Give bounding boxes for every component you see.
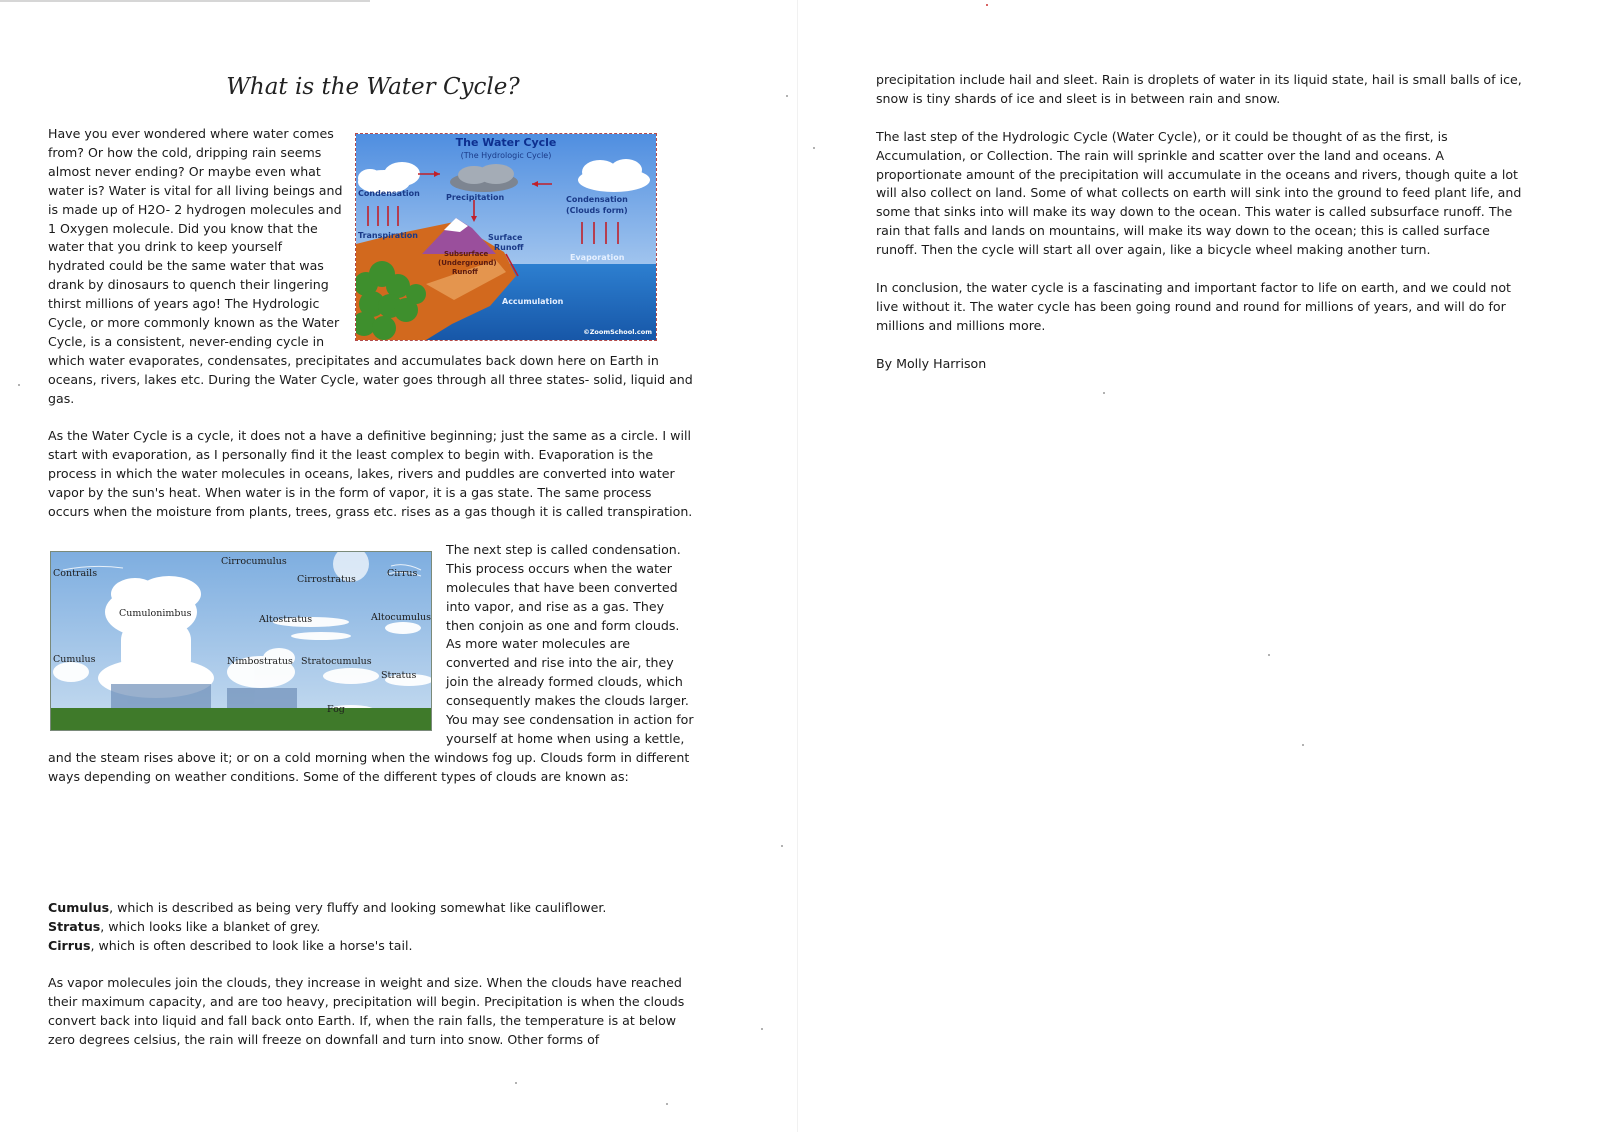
label-stratus: Stratus [381, 669, 417, 681]
label-transpiration: Transpiration [358, 231, 418, 240]
label-stratocumulus: Stratocumulus [301, 655, 372, 667]
precipitation-paragraph: As vapor molecules join the clouds, they increase in weight and size. When the clouds have reached their maximum capacity, and are too heavy, precipitation will begin. Precipitation is when the clouds convert back into liquid and fall back onto Earth. If, when the rain falls, the temperature is at below zero degrees celsius, the rain will freeze on downfall and turn into snow. Other forms of [48, 975, 685, 1048]
left-column [48, 125, 694, 1069]
scan-speck [786, 95, 788, 97]
cloud-type-name: Stratus [48, 918, 101, 934]
scan-speck [781, 845, 783, 847]
cloud-type-name: Cirrus [48, 937, 91, 953]
cloud-type-name: Cumulus [48, 899, 110, 915]
cloud-type-list [48, 899, 694, 956]
scan-speck [986, 4, 988, 6]
label-precipitation: Precipitation [446, 193, 505, 202]
scan-speck [1302, 744, 1304, 746]
ground [51, 708, 431, 730]
label-cirrocumulus: Cirrocumulus [221, 555, 287, 567]
label-condensation: Condensation [358, 189, 420, 198]
label-clouds-form: (Clouds form) [566, 206, 628, 215]
label-altostratus: Altostratus [259, 613, 313, 625]
label-cirrostratus: Cirrostratus [297, 573, 356, 585]
scan-speck [18, 384, 20, 386]
diagram-credit: ©ZoomSchool.com [583, 328, 652, 336]
label-cumulus: Cumulus [53, 653, 96, 665]
cloud-type-description: , which looks like a blanket of grey. [100, 918, 321, 934]
cloud-right [578, 159, 650, 192]
conclusion-paragraph: In conclusion, the water cycle is a fascinating and important factor to life on earth, and we could not live without it. The water cycle has been going round and round for millions of years, and will do for millions and millions more. [876, 279, 1511, 333]
label-surface: Surface [488, 233, 523, 242]
scan-speck [761, 1028, 763, 1030]
label-evaporation: Evaporation [570, 253, 625, 262]
page-title: What is the Water Cycle? [226, 74, 520, 100]
cloud-type-description: , which is described as being very fluffy and looking somewhat like cauliflower. [109, 899, 607, 915]
label-altocumulus: Altocumulus [371, 611, 431, 623]
scan-speck [813, 147, 815, 149]
label-contrails: Contrails [53, 567, 98, 579]
right-column [876, 71, 1526, 392]
spacer [48, 787, 694, 899]
cloud-type-description: , which is often described to look like a horse's tail. [90, 937, 413, 953]
diagram-title: The Water Cycle [455, 136, 557, 149]
label-cirrus: Cirrus [387, 567, 418, 579]
label-cumulonimbus: Cumulonimbus [119, 607, 192, 619]
label-accumulation: Accumulation [502, 297, 564, 306]
label-fog: Fog [327, 703, 345, 715]
scan-edge [0, 0, 370, 2]
precipitation-continued-paragraph: precipitation include hail and sleet. Rain is droplets of water in its liquid state, hail is small balls of ice, snow is tiny shards of ice and sleet is in between rain and snow. [876, 72, 1522, 106]
diagram-subtitle: (The Hydrologic Cycle) [460, 151, 552, 160]
scan-speck [666, 1103, 668, 1105]
label-runoff: Runoff [494, 243, 524, 252]
water-cycle-diagram [355, 133, 657, 341]
label-subsurface: Subsurface [444, 250, 489, 258]
label-underground: (Underground) [438, 259, 497, 267]
evaporation-paragraph: As the Water Cycle is a cycle, it does not a have a definitive beginning; just the same as a circle. I will start with evaporation, as I personally find it the least complex to begin with. Evaporation is the process in which the water molecules in oceans, lakes, rivers and puddles are converted into water vapor by the sun's heat. When water is in the form of vapor, it is a gas state. The same process occurs when the moisture from plants, trees, grass etc. rises as a gas though it is called transpiration. [48, 428, 693, 520]
label-subsurface-runoff: Runoff [452, 268, 478, 276]
condensation-paragraph: The next step is called condensation. This process occurs when the water molecules that have been converted into vapor, and rise as a gas. They then conjoin as one and form clouds. As more water molecules are converted and rise into the air, they join the already formed clouds, which consequently makes the clouds larger. You may see condensation in action for yourself at home when using a kettle, and the steam rises above it; or on a cold morning when the windows fog up. Clouds form in different ways depending on weather conditions. Some of the different types of clouds are known as: [48, 541, 694, 784]
page-fold [797, 0, 798, 1132]
list-item [48, 918, 694, 937]
label-nimbostratus: Nimbostratus [227, 655, 293, 667]
list-item [48, 937, 694, 956]
cloud-types-chart [50, 551, 432, 731]
intro-paragraph: Have you ever wondered where water comes from? Or how the cold, dripping rain seems almost never ending? Or maybe even what water is? Water is vital for all living beings and is made up of H2O- 2 hydrogen molecules and 1 Oxygen molecule. Did you know that the water that you drink to keep yourself hydrated could be the same water that was drank by dinosaurs to quench their lingering thirst millions of years ago! The Hydrologic Cycle, or more commonly known as the Water Cycle, is a consistent, never-ending cycle in which water evaporates, condensates, precipitates and accumulates back down here on Earth in oceans, rivers, lakes etc. During the Water Cycle, water goes through all three states- solid, liquid and gas. [48, 126, 693, 406]
scan-speck [515, 1082, 517, 1084]
scan-speck [1268, 654, 1270, 656]
list-item [48, 899, 694, 918]
label-condensation-right: Condensation [566, 195, 628, 204]
byline: By Molly Harrison [876, 355, 987, 371]
accumulation-paragraph: The last step of the Hydrologic Cycle (Water Cycle), or it could be thought of as the first, is Accumulation, or Collection. The rain will sprinkle and scatter over the land and oceans. A proportionate amount of the precipitation will accumulate in the oceans and rivers, though quite a lot will also collect on land. Some of what collects on earth will sink into the ground to feed plant life, and some that sinks into will make its way down to the ocean. This water is called subsurface runoff. The rain that falls and lands on mountains, will make its way down to the ocean; this is called surface runoff. Then the cycle will start all over again, like a bicycle wheel making another turn. [876, 128, 1522, 258]
